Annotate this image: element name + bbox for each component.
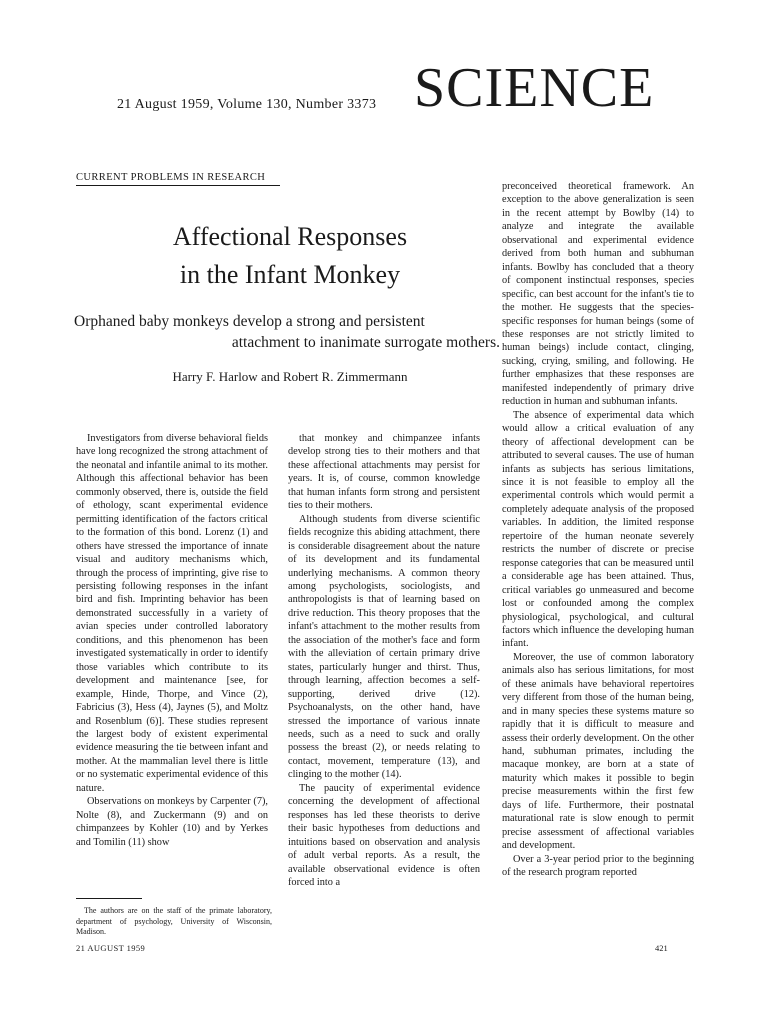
section-underline bbox=[76, 185, 280, 186]
footer-date: 21 AUGUST 1959 bbox=[76, 943, 146, 953]
section-heading: CURRENT PROBLEMS IN RESEARCH bbox=[76, 172, 266, 183]
article-title-line-1: Affectional Responses bbox=[172, 222, 408, 251]
paragraph: The paucity of experimental evidence concerning the development of affectional responses has led these theorists to derive their basic hypotheses from deductions and intuitions based on observation and analysis of adult verbal reports. As a result, the available observational evidence is often forced into a bbox=[288, 782, 480, 888]
paragraph: Over a 3-year period prior to the beginning of the research program reported bbox=[502, 853, 694, 879]
paragraph: Although students from diverse scientific fields recognize this abiding attachment, there is considerable disagreement about the nature of its development and its fundamental underlying mechanisms. A common theory among psychologists, sociologists, and anthropologists is that of learning based on drive reduction. This theory proposes that the infant's attachment to the mother results from the association of the mother's face and form with the alleviation of certain primary drive states, particularly hunger and thirst. Thus, through learning, affection becomes a self-supporting, derived drive (12). Psychoanalysts, on the other hand, have stressed the importance of various innate needs, such as a need to suck and orally possess the breast (2), or needs relating to contact, movement, temperature (13), and clinging to the mother (14). bbox=[288, 513, 480, 781]
issue-line: 21 August 1959, Volume 130, Number 3373 bbox=[117, 97, 377, 112]
page-number: 421 bbox=[655, 943, 668, 953]
article-subtitle-line-2: attachment to inanimate surrogate mothers. bbox=[231, 334, 500, 351]
text-column-2 bbox=[288, 432, 480, 889]
article-authors: Harry F. Harlow and Robert R. Zimmermann bbox=[172, 369, 408, 384]
paragraph: preconceived theoretical framework. An exception to the above generalization is seen in the recent attempt by Bowlby (14) to analyze and integrate the available observational and experimental evidence derived from both human and subhuman infants. Bowlby has concluded that a theory of component instinctual responses, species specific, can best account for the infant's tie to the mother. He suggests that the species-specific responses for human beings (some of these responses are not strictly limited to human beings) include contact, clinging, sucking, crying, smiling, and following. He further emphasizes that these responses are manifested independently of primary drive reduction in human and subhuman infants. bbox=[502, 181, 694, 408]
footnote-rule bbox=[76, 898, 142, 899]
text-column-3 bbox=[502, 180, 694, 880]
paragraph: Investigators from diverse behavioral fields have long recognized the strong attachment of the neonatal and infantile animal to its mother. Although this affectional behavior has been commonly observed, there is, outside the field of ethology, scant experimental evidence permitting identification of the factors critical to the formation of this bond. Lorenz (1) and others have stressed the importance of innate visual and auditory mechanisms which, through the process of imprinting, give rise to persisting following responses in the infant bird and fish. Imprinting behavior has been demonstrated successfully in a variety of avian species under controlled laboratory conditions, and this phenomenon has been investigated systematically in order to identify those variables which contribute to its development and maintenance [see, for example, Hinde, Thorpe, and Vince (2), Fabricius (3), Hess (4), Jaynes (5), and Moltz and Rosenblum (6)]. These studies represent the largest body of existent experimental evidence measuring the tie between infant and mother. At the mammalian level there is little or no systematic experimental evidence of this nature. bbox=[76, 433, 268, 794]
article-title-line-2: in the Infant Monkey bbox=[179, 260, 401, 289]
paragraph: The absence of experimental data which would allow a critical evaluation of any theory of affectional development can be attributed to several causes. The use of human infants as subjects has serious limitations, since it is not feasible to employ all the experimental controls which would permit a completely adequate analysis of the proposed variables. In addition, the limited response repertoire of the human neonate severely restricts the number of discrete or precise response categories that can be measured until a considerable age has been attained. Thus, critical variables go unmeasured and become lost or confounded among the complex physiological, psychological, and cultural factors which influence the developing human infant. bbox=[502, 409, 694, 650]
paragraph: Observations on monkeys by Carpenter (7), Nolte (8), and Zuckermann (9) and on chimpanzees by Kohler (10) and by Yerkes and Tomilin (11) show bbox=[76, 796, 268, 848]
article-subtitle-line-1: Orphaned baby monkeys develop a strong and persistent bbox=[74, 313, 425, 330]
paragraph: Moreover, the use of common laboratory animals also has serious limitations, for most of these animals have behavioral repertoires very different from those of the human being, and in many species these systems mature so rapidly that it is difficult to measure and assess their orderly development. On the other hand, subhuman primates, including the macaque monkey, are born at a state of maturity which makes it possible to begin precise measurements within the first few days of life. Furthermore, their postnatal maturational rate is slow enough to permit precise assessment of affectional variables and development. bbox=[502, 651, 694, 852]
text-column-1 bbox=[76, 432, 268, 849]
journal-title: SCIENCE bbox=[414, 57, 655, 119]
paragraph: that monkey and chimpanzee infants develop strong ties to their mothers and that these affectional attachments may persist for years. It is, of course, common knowledge that human infants form strong and persistent ties to their mothers. bbox=[288, 433, 480, 512]
author-footnote: The authors are on the staff of the primate laboratory, department of psychology, University of Wisconsin, Madison. bbox=[76, 906, 272, 936]
